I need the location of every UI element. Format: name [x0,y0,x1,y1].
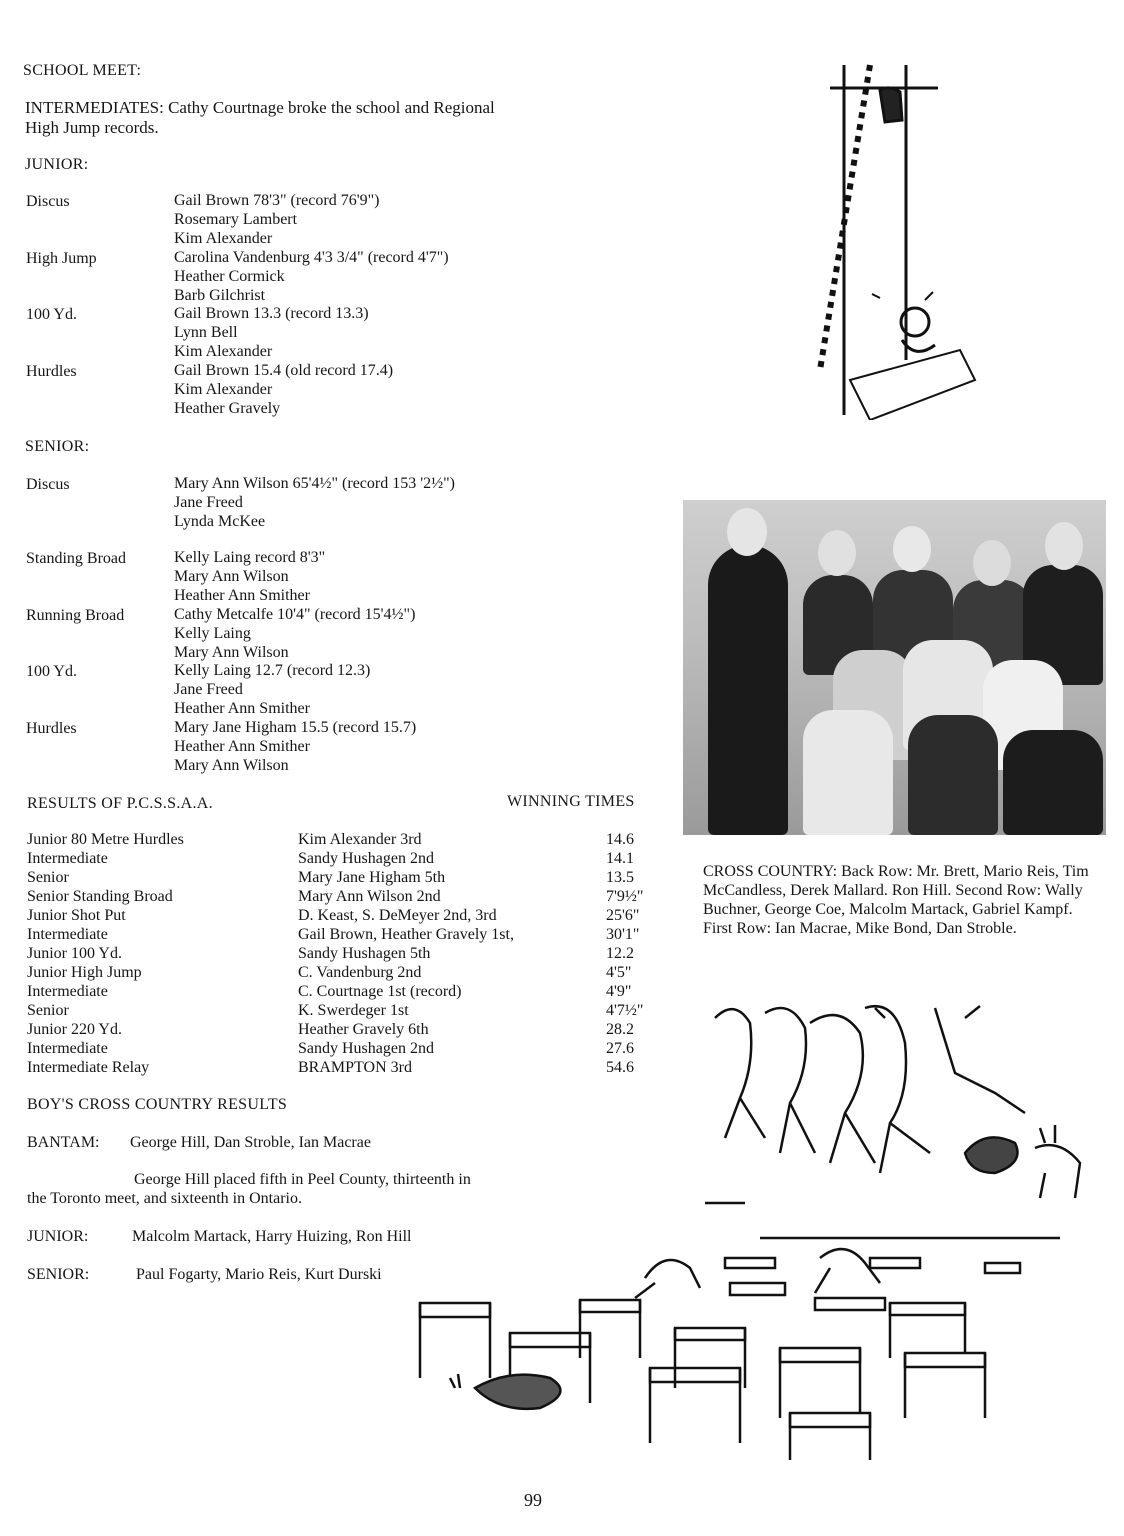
junior-100yd-line-3: Kim Alexander [174,343,273,360]
junior-event-hurdles: Hurdles [26,363,77,380]
senior-running-broad-line-1: Cathy Metcalfe 10'4" (record 15'4½") [174,606,416,623]
cc-junior-names: Malcolm Martack, Harry Huizing, Ron Hill [132,1228,412,1245]
junior-discus-line-1: Gail Brown 78'3" (record 76'9") [174,192,380,209]
table-row-result: Mary Jane Higham 5th [298,869,446,886]
intermediates-line-1: INTERMEDIATES: Cathy Courtnage broke the school and Regional [25,98,495,117]
table-row-result: C. Vandenburg 2nd [298,964,422,981]
table-row-result: Sandy Hushagen 5th [298,945,431,962]
table-row-time: 4'7½" [606,1002,644,1019]
cross-country-note-line-1: George Hill placed fifth in Peel County, thirteenth in [134,1171,471,1188]
senior-standing-broad-line-2: Mary Ann Wilson [174,568,289,585]
senior-100yd-line-2: Jane Freed [174,681,243,698]
cross-country-heading: BOY'S CROSS COUNTRY RESULTS [27,1096,288,1113]
junior-100yd-line-1: Gail Brown 13.3 (record 13.3) [174,305,369,322]
table-row-result: D. Keast, S. DeMeyer 2nd, 3rd [298,907,497,924]
table-row-time: 27.6 [606,1040,634,1057]
table-row-result: K. Swerdeger 1st [298,1002,409,1019]
table-row-time: 28.2 [606,1021,634,1038]
junior-high-jump-line-1: Carolina Vandenburg 4'3 3/4" (record 4'7") [174,249,449,266]
pcssaa-heading: RESULTS OF P.C.S.S.A.A. [27,795,213,812]
table-row-event: Junior 100 Yd. [27,945,122,962]
table-row-time: 4'5" [606,964,632,981]
bantam-label: BANTAM: [27,1134,100,1151]
table-row-time: 30'1" [606,926,640,943]
winning-times-heading: WINNING TIMES [507,793,635,810]
table-row-time: 4'9" [606,983,632,1000]
table-row-event: Senior [27,869,69,886]
high-jump-cartoon [810,60,990,420]
senior-event-100yd: 100 Yd. [26,663,77,680]
junior-100yd-line-2: Lynn Bell [174,324,238,341]
intermediates-line-2: High Jump records. [25,118,159,137]
junior-hurdles-line-1: Gail Brown 15.4 (old record 17.4) [174,362,394,379]
photo-caption: CROSS COUNTRY: Back Row: Mr. Brett, Mario Reis, Tim McCandless, Derek Mallard. Ron Hill. Second Row: Wally Buchner, George Coe, Malcolm Martack, Gabriel Kampf. First Row: Ian Macrae, Mike Bond, Dan Stroble. [703,863,1089,937]
table-row-event: Junior 80 Metre Hurdles [27,831,184,848]
senior-hurdles-line-3: Mary Ann Wilson [174,757,289,774]
table-row-event: Intermediate [27,850,108,867]
table-row-time: 14.6 [606,831,634,848]
senior-discus-line-3: Lynda McKee [174,513,266,530]
senior-standing-broad-line-3: Heather Ann Smither [174,587,310,604]
cross-country-note-line-2: the Toronto meet, and sixteenth in Ontario. [27,1190,302,1207]
table-row-event: Intermediate [27,926,108,943]
table-row-result: BRAMPTON 3rd [298,1059,412,1076]
table-row-event: Junior High Jump [27,964,142,981]
team-photo [683,500,1106,835]
table-row-result: Sandy Hushagen 2nd [298,850,434,867]
junior-event-100yd: 100 Yd. [26,306,77,323]
table-row-time: 7'9½" [606,888,644,905]
senior-event-running-broad: Running Broad [26,607,125,624]
table-row-time: 14.1 [606,850,634,867]
senior-event-discus: Discus [26,476,70,493]
runners-cartoon [695,1003,1095,1208]
table-row-time: 25'6" [606,907,640,924]
junior-event-discus: Discus [26,193,70,210]
cc-junior-label: JUNIOR: [27,1228,89,1245]
senior-running-broad-line-2: Kelly Laing [174,625,251,642]
table-row-event: Senior Standing Broad [27,888,173,905]
table-row-event: Junior 220 Yd. [27,1021,122,1038]
senior-100yd-line-3: Heather Ann Smither [174,700,310,717]
senior-discus-line-1: Mary Ann Wilson 65'4½" (record 153 '2½") [174,475,455,492]
senior-hurdles-line-1: Mary Jane Higham 15.5 (record 15.7) [174,719,417,736]
table-row-result: Sandy Hushagen 2nd [298,1040,434,1057]
table-row-event: Intermediate Relay [27,1059,150,1076]
junior-high-jump-line-3: Barb Gilchrist [174,287,266,304]
senior-heading: SENIOR: [25,438,90,455]
junior-heading: JUNIOR: [25,156,89,173]
junior-hurdles-line-3: Heather Gravely [174,400,281,417]
page-number: 99 [524,1490,542,1510]
table-row-time: 54.6 [606,1059,634,1076]
cc-senior-label: SENIOR: [27,1266,90,1283]
school-meet-heading: SCHOOL MEET: [23,62,142,79]
junior-discus-line-3: Kim Alexander [174,230,273,247]
table-row-result: C. Courtnage 1st (record) [298,983,462,1000]
table-row-event: Senior [27,1002,69,1019]
junior-discus-line-2: Rosemary Lambert [174,211,298,228]
cc-senior-names: Paul Fogarty, Mario Reis, Kurt Durski [136,1266,382,1283]
table-row-time: 12.2 [606,945,634,962]
hurdles-cartoon [400,1228,1060,1460]
table-row-result: Heather Gravely 6th [298,1021,429,1038]
senior-event-standing-broad: Standing Broad [26,550,126,567]
senior-event-hurdles: Hurdles [26,720,77,737]
junior-event-high-jump: High Jump [26,250,97,267]
senior-discus-line-2: Jane Freed [174,494,243,511]
senior-running-broad-line-3: Mary Ann Wilson [174,644,289,661]
table-row-result: Gail Brown, Heather Gravely 1st, [298,926,514,943]
table-row-result: Mary Ann Wilson 2nd [298,888,441,905]
table-row-result: Kim Alexander 3rd [298,831,422,848]
senior-standing-broad-line-1: Kelly Laing record 8'3" [174,549,326,566]
bantam-names: George Hill, Dan Stroble, Ian Macrae [130,1134,371,1151]
junior-high-jump-line-2: Heather Cormick [174,268,285,285]
junior-hurdles-line-2: Kim Alexander [174,381,273,398]
senior-hurdles-line-2: Heather Ann Smither [174,738,310,755]
table-row-event: Intermediate [27,983,108,1000]
table-row-event: Intermediate [27,1040,108,1057]
senior-100yd-line-1: Kelly Laing 12.7 (record 12.3) [174,662,371,679]
table-row-event: Junior Shot Put [27,907,126,924]
table-row-time: 13.5 [606,869,634,886]
